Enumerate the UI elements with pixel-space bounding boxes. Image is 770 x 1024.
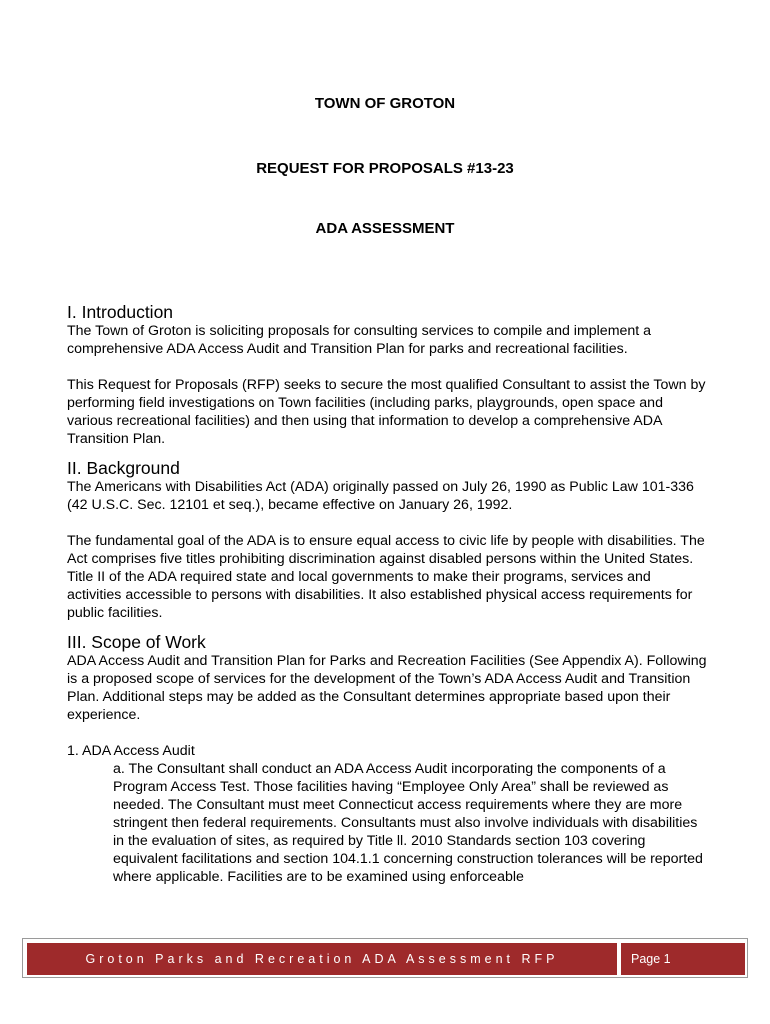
section-heading-introduction: I. Introduction [67, 302, 174, 322]
scope-item-1a: a. The Consultant shall conduct an ADA Access Audit incorporating the components of a Program Access Test. Those facilities having “Employee Only Area” shall be reviewed as needed. The Consultant must meet Connecticut access requirements where they are more stringent then federal requirements. Consultants must also involve individuals with disabilities in the evaluation of sites, as required by Title ll. 2010 Standards section 103 covering equivalent facilitations and section 104.1.1 concerning construction tolerances will be reported where applicable. Facilities are to be examined using enforceable [113, 761, 703, 885]
scope-item-1: 1. ADA Access Audit [67, 743, 195, 759]
footer-page-number: Page 1 [631, 952, 671, 966]
document-rfp-title: REQUEST FOR PROPOSALS #13-23 [256, 160, 514, 177]
document-town-title: TOWN OF GROTON [314, 95, 456, 112]
footer-page-band [621, 943, 745, 975]
section-heading-scope: III. Scope of Work [67, 632, 206, 652]
footer-title: Groton Parks and Recreation ADA Assessment RFP [85, 952, 559, 966]
document-body [67, 302, 707, 886]
intro-paragraph-2: This Request for Proposals (RFP) seeks to secure the most qualified Consultant to assist the Town by performing field investigations on Town facilities (including parks, playgrounds, open space and various recreational facilities) and then using that information to develop a comprehensive ADA Transition Plan. [67, 377, 706, 447]
page-footer [22, 938, 748, 978]
scope-paragraph-1: ADA Access Audit and Transition Plan for Parks and Recreation Facilities (See Appendix A). Following is a proposed scope of services for the development of the Town’s ADA Access Audit and Transition Plan. Additional steps may be added as the Consultant determines appropriate based upon their experience. [67, 653, 707, 723]
footer-title-band [27, 943, 617, 975]
document-subject-title: ADA ASSESSMENT [315, 220, 455, 237]
section-heading-background: II. Background [67, 458, 180, 478]
background-paragraph-1: The Americans with Disabilities Act (ADA) originally passed on July 26, 1990 as Public Law 101-336 (42 U.S.C. Sec. 12101 et seq.), became effective on January 26, 1992. [67, 479, 694, 513]
intro-paragraph-1: The Town of Groton is soliciting proposals for consulting services to compile and implement a comprehensive ADA Access Audit and Transition Plan for parks and recreational facilities. [67, 323, 652, 357]
background-paragraph-2: The fundamental goal of the ADA is to ensure equal access to civic life by people with disabilities. The Act comprises five titles prohibiting discrimination against disabled persons within the United States. Title II of the ADA required state and local governments to make their programs, services and activities accessible to persons with disabilities. It also established physical access requirements for public facilities. [67, 533, 705, 621]
